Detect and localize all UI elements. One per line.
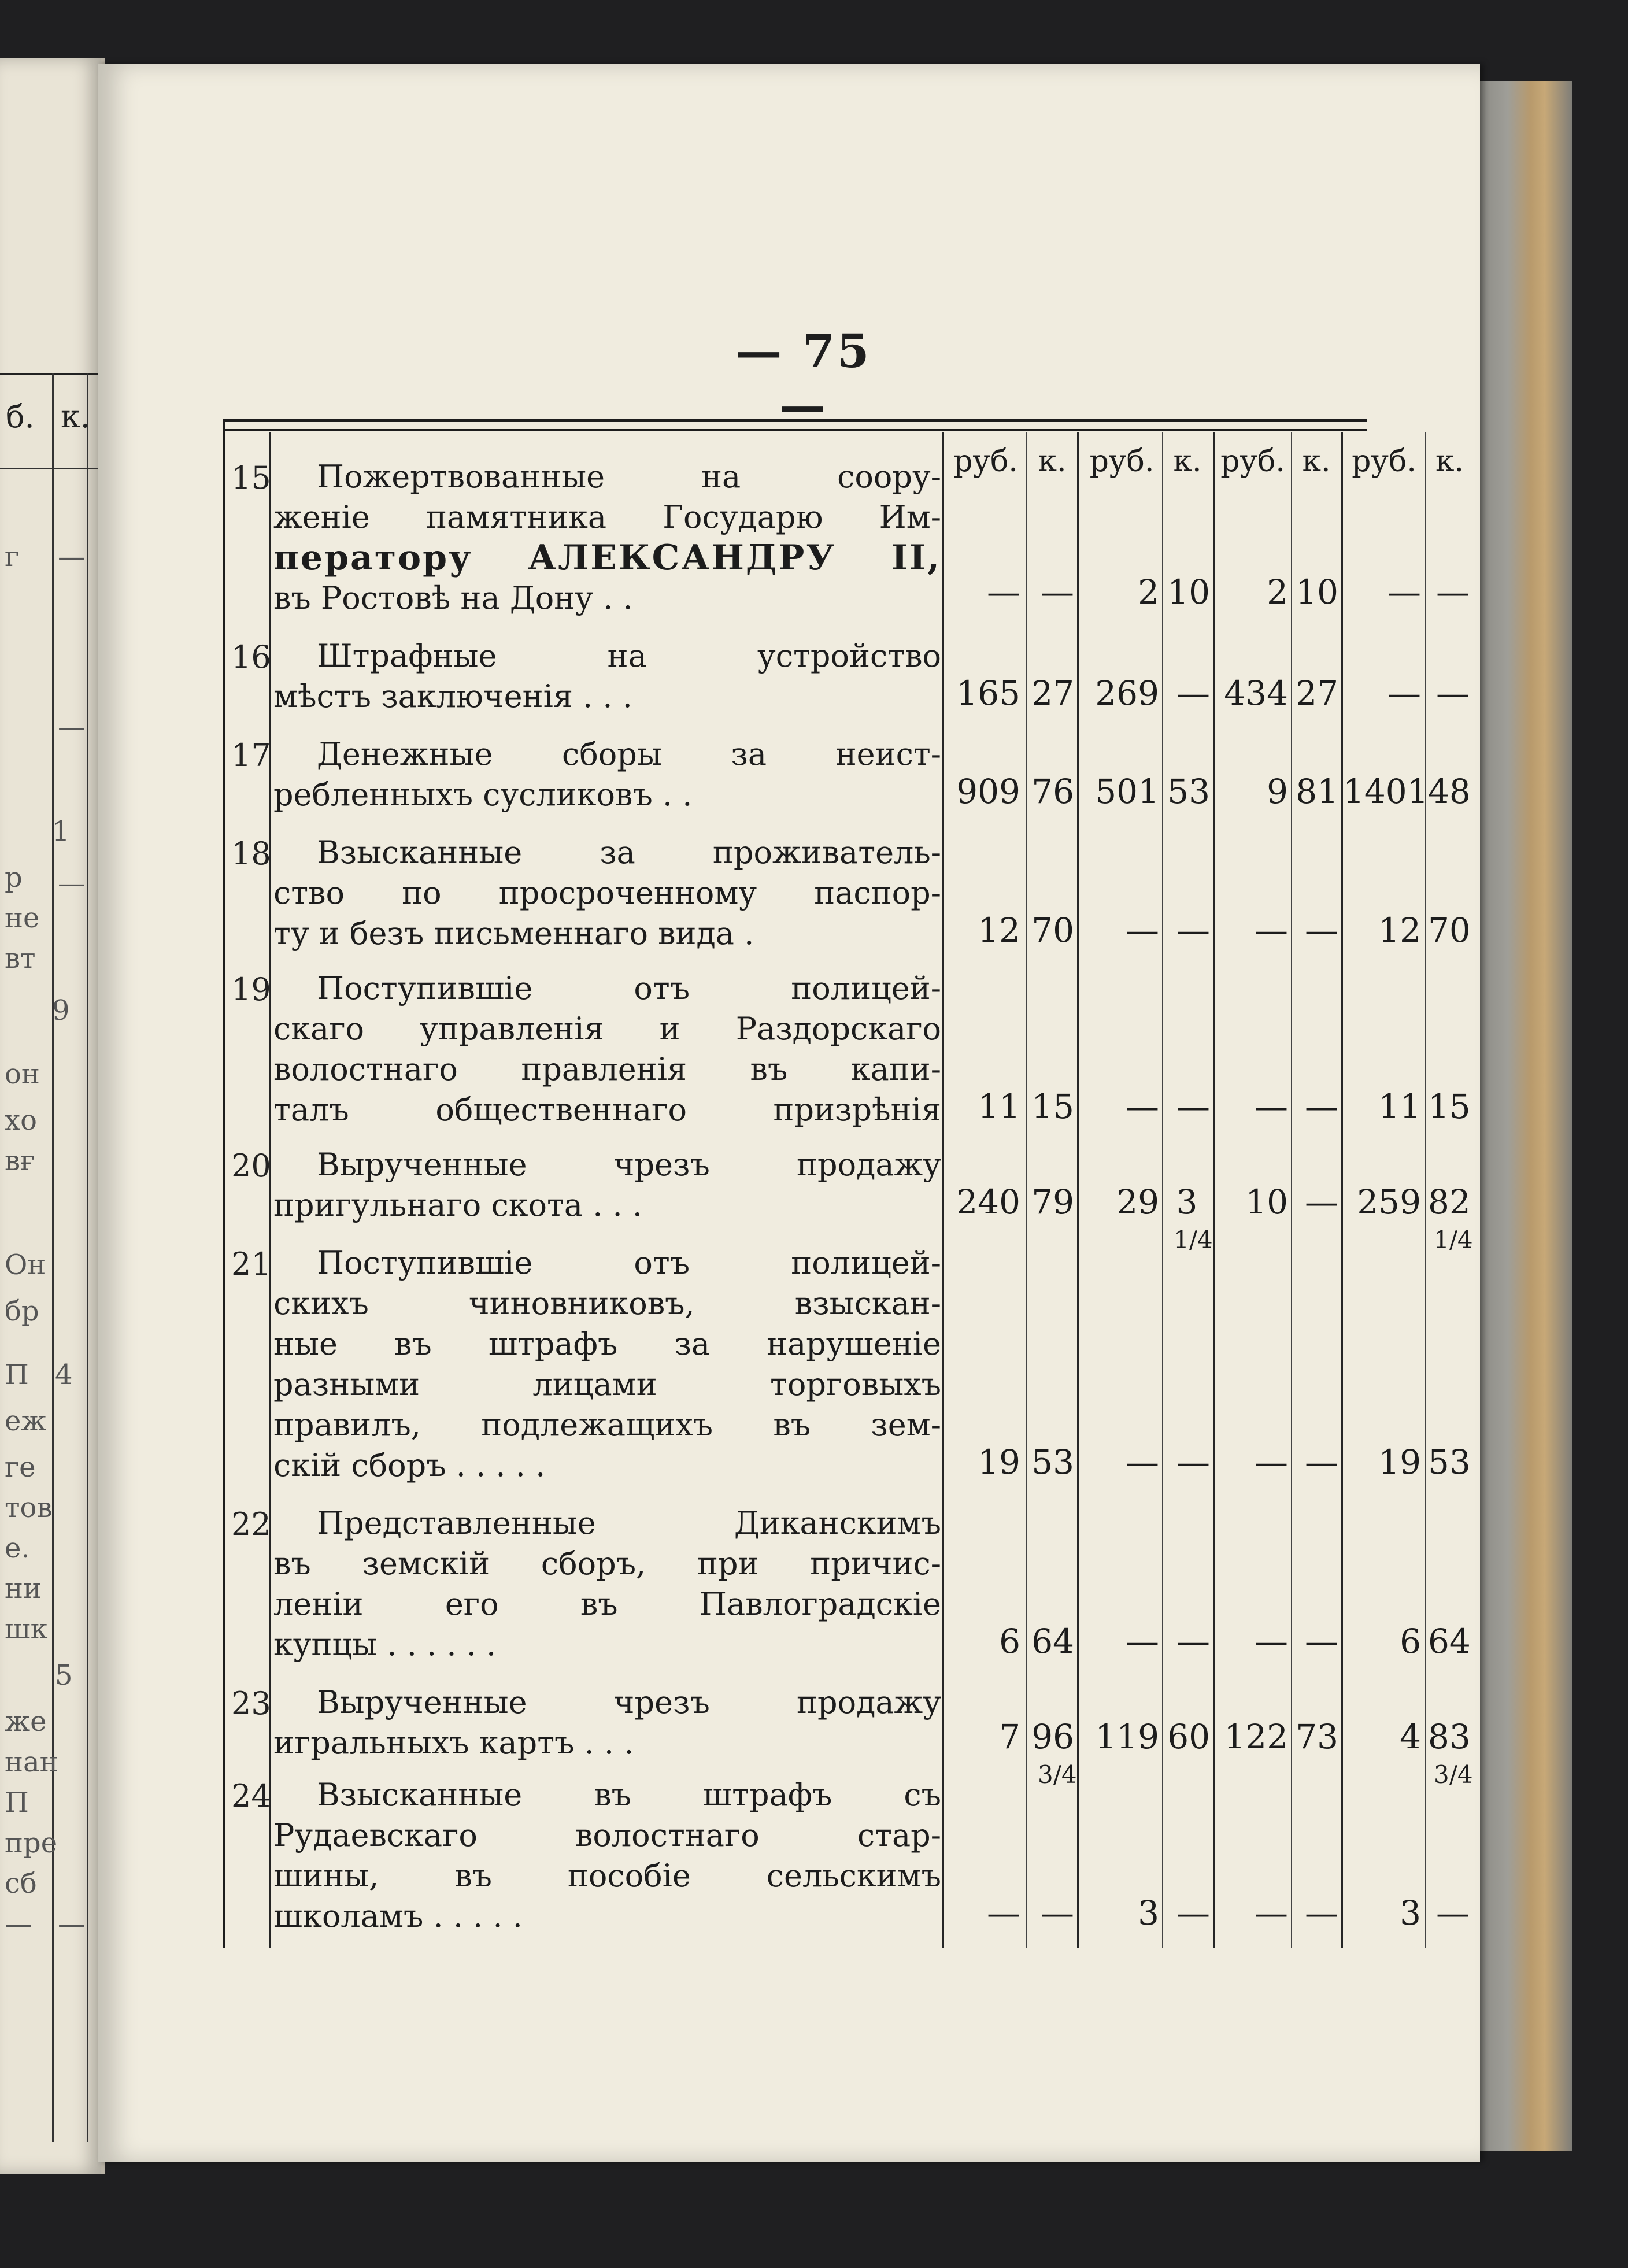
cell-kop-1: 64 [1031,1622,1074,1661]
previous-page-fragment: — [5,1908,32,1940]
previous-page-edge [0,58,105,2174]
cell-kop-2: 10 [1167,572,1210,612]
cell-rub-1: — [987,1893,1020,1933]
cell-kop-2: — [1176,674,1210,713]
fraction-kop-4: 1/4 [1434,1226,1473,1254]
cell-rub-1: — [987,572,1020,612]
cell-kop-1: 15 [1031,1087,1074,1126]
cell-rub-2: — [1126,1087,1159,1126]
cell-kop-3: 27 [1296,674,1338,713]
cell-rub-2: 2 [1138,572,1159,612]
previous-page-fragment: — [58,1908,86,1940]
cell-kop-4: 15 [1428,1087,1471,1126]
cell-kop-1: 70 [1031,911,1074,950]
row-text-line: разными лицами торговыхъ [273,1366,941,1403]
previous-page-fragment: — [58,711,86,743]
row-text-line: Вырученные чрезъ продажу [317,1684,941,1721]
cell-kop-2: — [1176,1442,1210,1482]
previous-page-fragment: же [5,1705,47,1738]
fraction-kop-1: 3/4 [1038,1760,1077,1789]
row-text-line: правилъ, подлежащихъ въ зем- [273,1407,941,1443]
cell-rub-1: 12 [978,911,1020,950]
cell-rub-4: 11 [1378,1087,1421,1126]
cell-rub-2: 119 [1095,1717,1159,1756]
cell-rub-3: — [1255,1442,1288,1482]
previous-header-kop: к. [61,398,90,435]
row-number: 22 [231,1506,271,1542]
header-rub-2: руб. [1089,444,1155,479]
cell-rub-2: 269 [1095,674,1159,713]
cell-kop-4: — [1436,1893,1470,1933]
cell-kop-1: 53 [1031,1442,1074,1482]
fraction-kop-4: 3/4 [1434,1760,1473,1789]
row-text-line: пригульнаго скота . . . [273,1187,643,1223]
cell-kop-4: 82 [1428,1182,1471,1222]
previous-page-fragment: ни [5,1573,42,1605]
cell-rub-2: — [1126,1622,1159,1661]
header-rub-4: руб. [1352,444,1416,479]
row-number: 18 [231,835,271,872]
header-rub-3: руб. [1220,444,1285,479]
cell-kop-3: 73 [1296,1717,1338,1756]
cell-rub-3: — [1255,1622,1288,1661]
row-text-line: школамъ . . . . . [273,1898,523,1934]
row-text-line: въ земскій сборъ, при причис- [273,1545,941,1582]
row-text-line: Денежные сборы за неист- [317,736,941,772]
row-number: 19 [231,971,271,1008]
cell-kop-2: — [1176,911,1210,950]
header-kop-4: к. [1435,444,1464,479]
cell-rub-4: — [1388,674,1421,713]
cell-kop-2: 3 [1176,1182,1198,1222]
cell-kop-4: 83 [1428,1717,1471,1756]
fraction-kop-2: 1/4 [1174,1226,1213,1254]
row-text-line: Поступившіе отъ полицей- [317,1245,941,1281]
cell-rub-3: — [1255,1087,1288,1126]
previous-page-fragment: бр [5,1295,39,1327]
cell-rub-1: 11 [978,1087,1020,1126]
row-text-line: ство по просроченному паспор- [273,875,941,911]
previous-page-fragment: 9 [52,994,70,1027]
cell-kop-1: 96 [1031,1717,1074,1756]
row-number: 16 [231,639,271,675]
cell-rub-1: 6 [999,1622,1020,1661]
header-kop-3: к. [1302,444,1331,479]
cell-kop-1: 79 [1031,1182,1074,1222]
previous-page-fragment: г [5,541,20,573]
cell-kop-3: — [1305,1893,1338,1933]
cell-rub-4: 259 [1357,1182,1421,1222]
previous-page-fragment: 4 [55,1359,73,1391]
amount-column-rule [1425,432,1426,1948]
previous-page-table-header [0,373,101,469]
row-number: 15 [231,460,271,496]
book-cover-edge [1480,81,1572,2151]
previous-page-fragment: пре [5,1827,58,1859]
previous-page-fragment: 1 [52,815,70,848]
cell-rub-3: 2 [1267,572,1288,612]
amount-column-rule [1077,432,1079,1948]
cell-kop-1: — [1041,572,1074,612]
cell-kop-4: 64 [1428,1622,1471,1661]
row-text-line: ператору АЛЕКСАНДРУ II, [273,538,941,578]
header-kop-1: к. [1038,444,1067,479]
previous-page-fragment: вт [5,942,36,975]
previous-page-fragment: — [58,867,86,900]
row-number: 24 [231,1778,271,1814]
row-description [273,1145,941,1226]
amount-column-rule [942,432,944,1948]
cell-rub-3: — [1255,911,1288,950]
cell-kop-2: 60 [1167,1717,1210,1756]
row-text-line: Пожертвованные на соору- [317,458,941,495]
previous-page-fragment: ге [5,1451,36,1483]
cell-rub-1: 909 [956,772,1020,811]
row-text-line: Поступившіе отъ полицей- [317,970,941,1007]
header-kop-2: к. [1173,444,1202,479]
row-text-line: мѣстъ заключенія . . . [273,678,632,715]
cell-kop-4: — [1436,572,1470,612]
row-description [273,833,941,954]
cell-kop-2: — [1176,1622,1210,1661]
row-description [273,1243,941,1486]
amount-column-rule [1026,432,1027,1948]
cell-rub-4: 6 [1400,1622,1421,1661]
cell-rub-2: 501 [1095,772,1159,811]
row-text-line: скаго управленія и Раздорскаго [273,1011,941,1047]
cell-kop-3: — [1305,1442,1338,1482]
ledger-table [223,419,1473,1948]
row-text-line: Взысканные въ штрафъ съ [317,1777,941,1813]
cell-kop-1: 76 [1031,772,1074,811]
previous-page-fragment: он [5,1058,40,1090]
cell-kop-3: 10 [1296,572,1338,612]
cell-kop-3: 81 [1296,772,1338,811]
row-text-line: ные въ штрафъ за нарушеніе [273,1326,941,1362]
previous-page-fragment: е. [5,1532,30,1564]
cell-rub-1: 240 [956,1182,1020,1222]
cell-kop-1: 27 [1031,674,1074,713]
previous-page-fragment: Он [5,1249,46,1281]
cell-rub-1: 165 [956,674,1020,713]
table-left-rule [223,422,225,1948]
cell-kop-2: — [1176,1087,1210,1126]
row-text-line: талъ общественнаго призрѣнія [273,1092,941,1128]
row-text-line: женіе памятника Государю Им- [273,499,941,535]
row-text-line: Вырученные чрезъ продажу [317,1146,941,1183]
cell-kop-4: — [1436,674,1470,713]
cell-rub-3: 434 [1224,674,1288,713]
cell-kop-3: — [1305,1087,1338,1126]
page-number: — 75 — [735,324,872,432]
cell-kop-1: — [1041,1893,1074,1933]
cell-rub-3: — [1255,1893,1288,1933]
cell-kop-2: — [1176,1893,1210,1933]
cell-rub-4: 19 [1378,1442,1421,1482]
row-text-line: купцы . . . . . . [273,1626,497,1663]
amount-column-rule [1291,432,1292,1948]
row-description [273,968,941,1130]
cell-rub-2: — [1126,1442,1159,1482]
row-number: 23 [231,1685,271,1722]
cell-rub-2: — [1126,911,1159,950]
previous-page-column-rule [87,373,88,2142]
row-text-line: ребленныхъ сусликовъ . . [273,776,693,813]
cell-rub-4: 12 [1378,911,1421,950]
previous-page-fragment: нан [5,1746,58,1778]
previous-page-fragment: П [5,1786,29,1819]
row-description [273,734,941,815]
previous-page-fragment: р [5,861,23,894]
cell-rub-4: 3 [1400,1893,1421,1933]
previous-page-fragment: нe [5,902,40,934]
row-text-line: скій сборъ . . . . . [273,1447,546,1483]
cell-rub-2: 29 [1116,1182,1159,1222]
cell-rub-3: 122 [1224,1717,1288,1756]
row-text-line: Представленные Диканскимъ [317,1505,941,1541]
cell-kop-2: 53 [1167,772,1210,811]
previous-page-fragment: еж [5,1405,47,1437]
cell-kop-3: — [1305,911,1338,950]
row-description [273,636,941,717]
cell-rub-4: 4 [1400,1717,1421,1756]
cell-kop-4: 70 [1428,911,1471,950]
row-text-line: ту и безъ письменнаго вида . [273,915,754,952]
previous-page-fragment: — [58,541,86,573]
row-text-line: въ Ростовѣ на Дону . . [273,580,633,616]
previous-page-fragment: 5 [55,1659,73,1692]
row-text-line: игральныхъ картъ . . . [273,1725,634,1761]
previous-page-fragment: шк [5,1613,48,1645]
previous-page-fragment: П [5,1359,29,1391]
cell-kop-4: 48 [1428,772,1471,811]
cell-kop-4: 53 [1428,1442,1471,1482]
row-text-line: скихъ чиновниковъ, взыскан- [273,1285,941,1322]
cell-rub-3: 9 [1267,772,1288,811]
previous-header-rub: б. [6,398,35,435]
previous-page-fragment: сб [5,1867,37,1900]
previous-page-fragment: вғ [5,1145,35,1177]
book-page [98,64,1480,2162]
row-text-line: волостнаго правленія въ капи- [273,1051,941,1087]
cell-rub-4: 1401 [1343,772,1429,811]
row-text-line: Рудаевскаго волостнаго стар- [273,1817,941,1853]
row-text-line: Взысканные за проживатель- [317,834,941,871]
row-description [273,1682,941,1763]
row-number: 17 [231,737,271,774]
previous-page-column-rule [52,373,54,2142]
cell-rub-1: 19 [978,1442,1020,1482]
cell-rub-2: 3 [1138,1893,1159,1933]
row-text-line: леніи его въ Павлоградскіе [273,1586,941,1622]
header-rub-1: руб. [953,444,1018,479]
previous-page-fragment: тов [5,1492,53,1524]
cell-rub-3: 10 [1245,1182,1288,1222]
cell-kop-3: — [1305,1182,1338,1222]
row-number: 20 [231,1148,271,1184]
row-text-line: Штрафные на устройство [317,638,941,674]
cell-rub-4: — [1388,572,1421,612]
cell-rub-1: 7 [999,1717,1020,1756]
cell-kop-3: — [1305,1622,1338,1661]
amount-column-rule [1162,432,1163,1948]
row-description [273,1503,941,1665]
row-text-line: шины, въ пособіе сельскимъ [273,1858,941,1894]
row-description [273,457,941,619]
row-description [273,1775,941,1937]
previous-page-fragment: хо [5,1104,37,1137]
row-number: 21 [231,1246,271,1282]
